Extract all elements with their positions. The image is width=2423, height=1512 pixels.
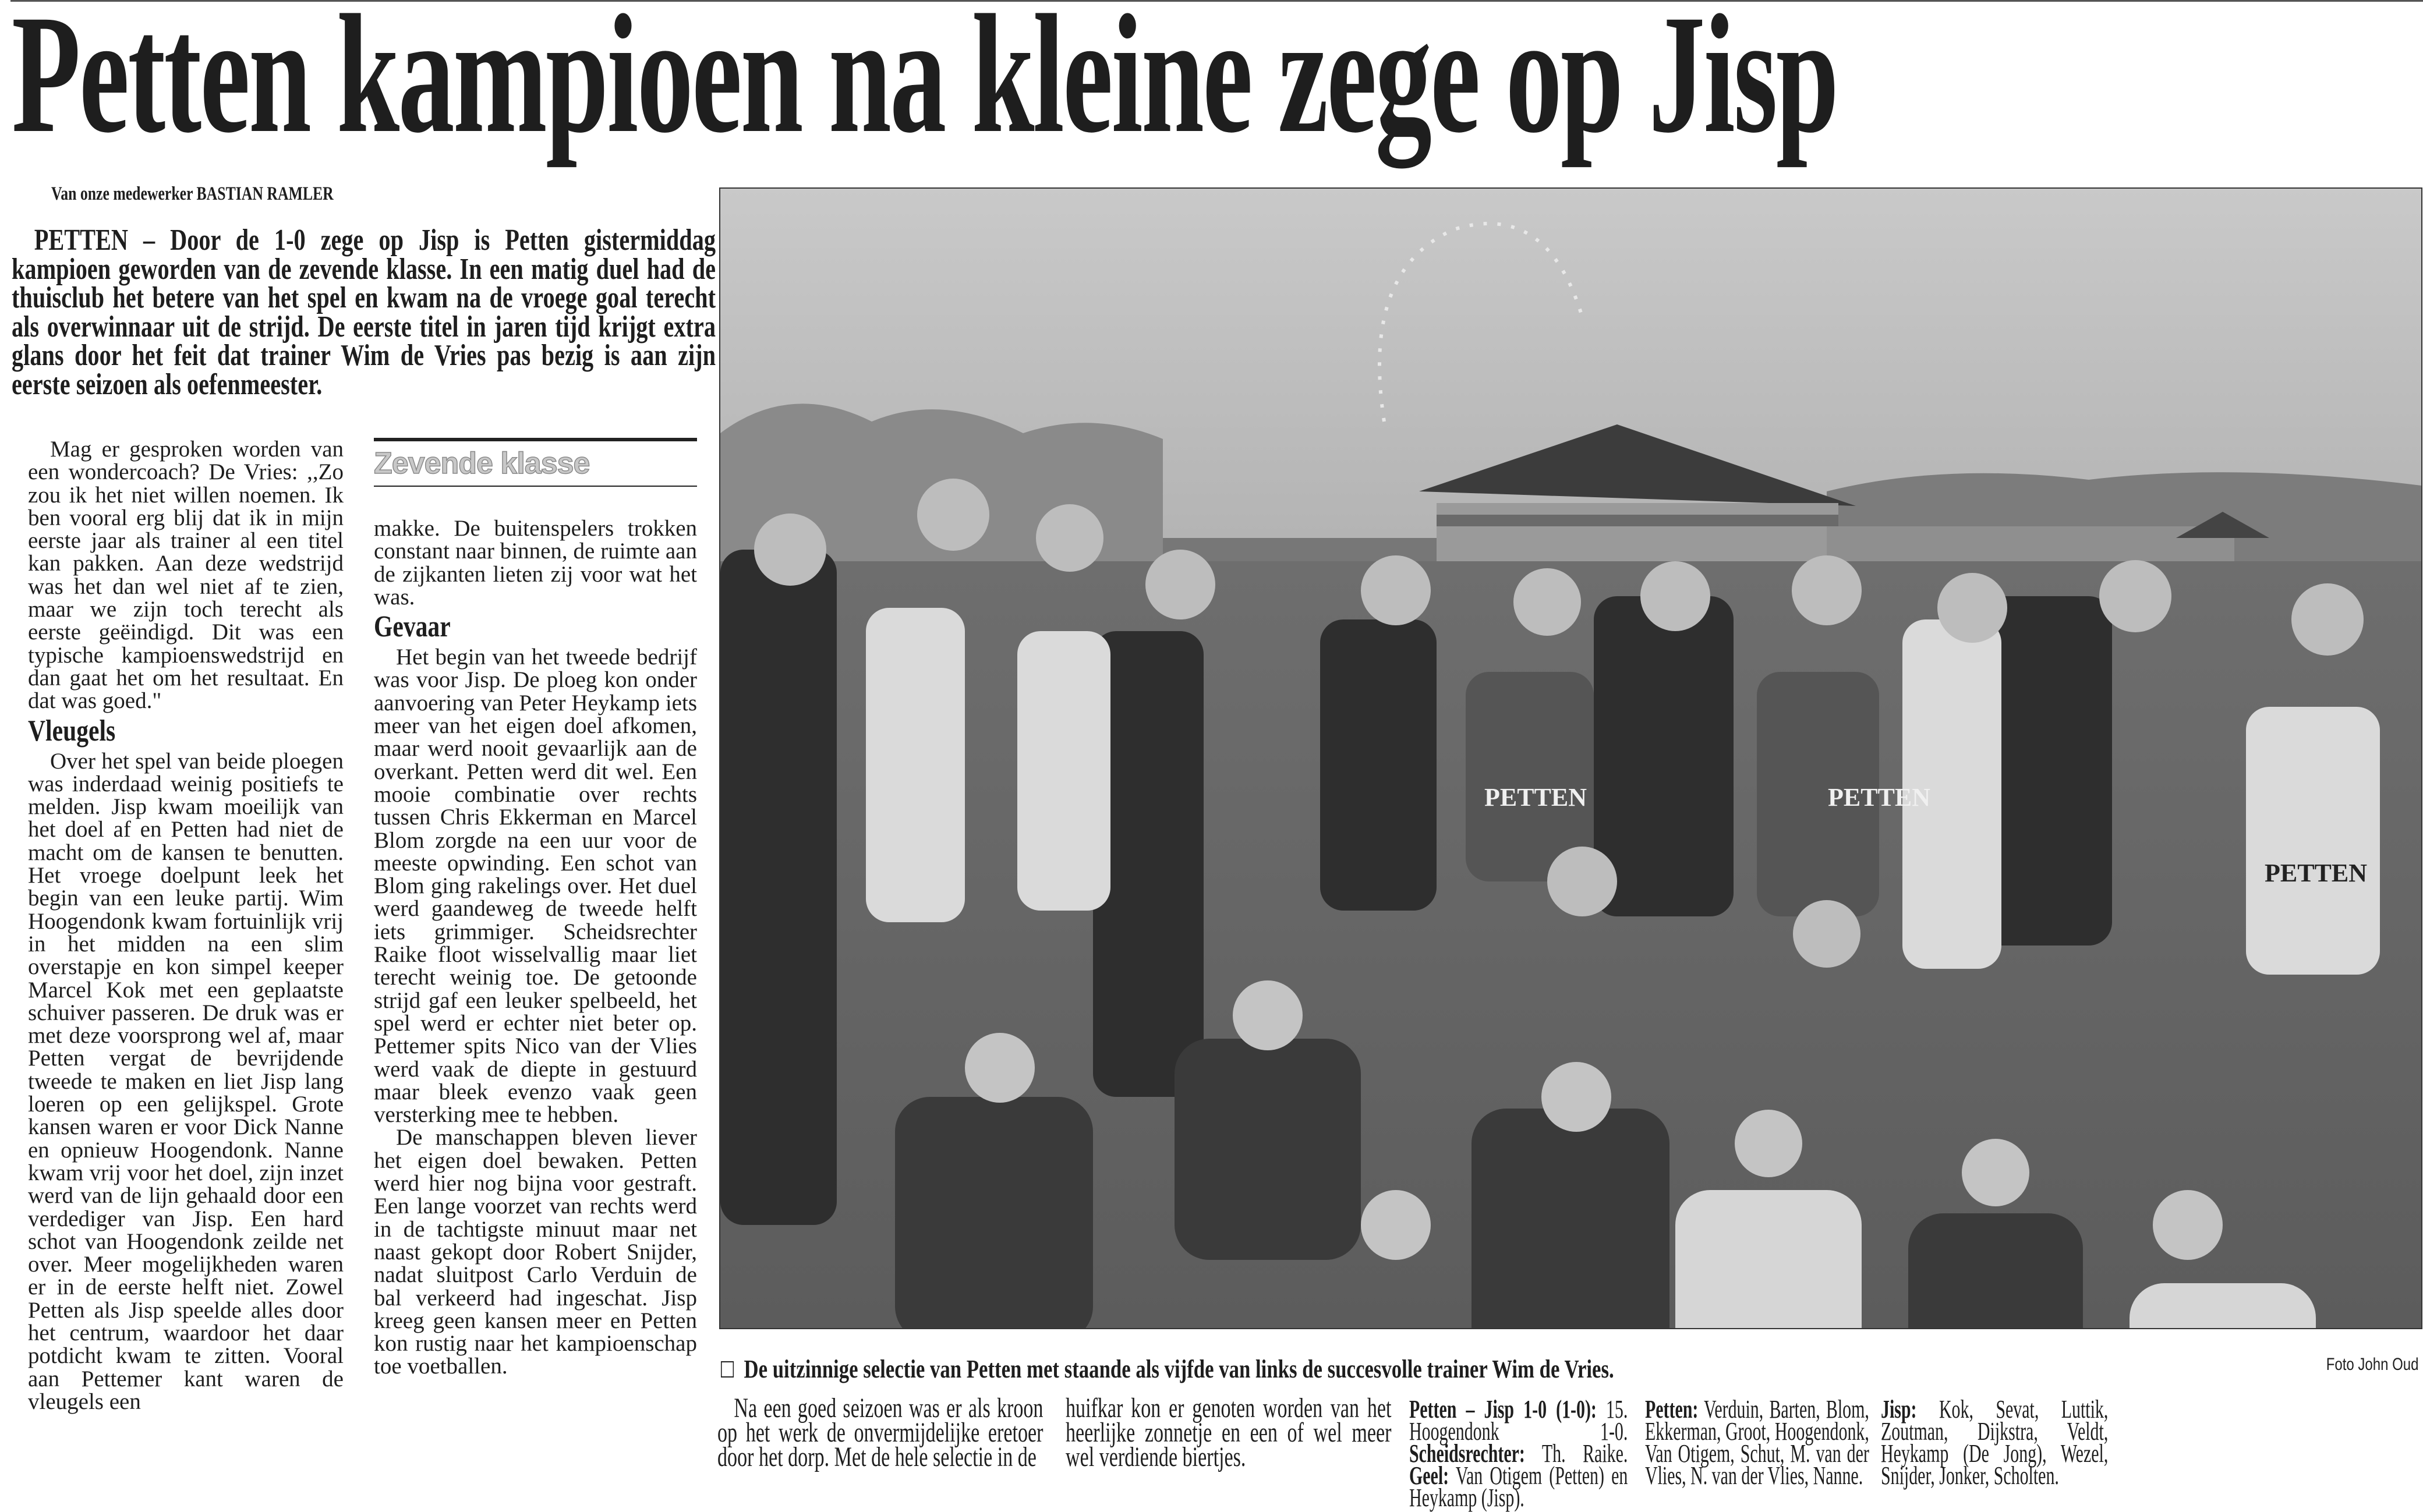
- paragraph: makke. De buitenspelers trokken constant naar binnen, de ruimte aan de zijkanten lieten zij voor wat het was.: [374, 516, 697, 610]
- paragraph: Na een goed seizoen was er als kroon op het werk de onvermijdelijke eretoer door het dorp. Met de hele selectie in de: [717, 1393, 1044, 1472]
- section-label: Zevende klasse: [374, 447, 590, 480]
- lede-paragraph: [12, 226, 716, 399]
- paragraph: Mag er gesproken worden van een wondercoach? De Vries: ,,Zo zou ik het niet willen noemen. Ik ben vooral erg blij dat ik in mijn eerste jaar als trainer al een titel kan pakken. Aan deze wedstrijd was het dan wel niet af te zien, maar we zijn toch terecht als eerste geëindigd. Dit was een typische kampioenswedstrijd en dan gaat het om het resultaat. En dat was goed.": [28, 437, 344, 714]
- result-label: Petten – Jisp 1-0 (1-0):: [1409, 1395, 1597, 1424]
- byline: Van onze medewerker BASTIAN RAMLER: [51, 183, 334, 204]
- paragraph: Het begin van het tweede bedrijf was voor Jisp. De ploeg kon onder aanvoering van Peter Heykamp iets meer van het eigen doel afkomen, maar werd nooit gevaarlijk aan de overkant. Petten werd dit wel. Een mooie combinatie over rechts tussen Chris Ekkerman en Marcel Blom zorgde na een uur voor de meeste opwinding. Een schot van Blom ging rakelings over. Het duel werd gaandeweg de tweede helft iets grimmiger. Scheidsrechter Raike floot wisselvallig maar liet terecht weinig toe. De getoonde strijd gaf een leuker spelbeeld, het spel werd er echter niet beter op. Pettemer spits Nico van der Vlies werd vaak de diepte in gestuurd maar bleek evenzo vaak geen versterking mee te hebben.: [374, 645, 697, 1128]
- jisp-lineup: [1881, 1395, 2109, 1490]
- paragraph: huifkar kon er genoten worden van het heerlijke zonnetje en een of wel meer wel verdiende biertjes.: [1066, 1393, 1392, 1472]
- jersey-text: PETTEN: [1827, 783, 1931, 812]
- match-result-box: [1409, 1395, 1628, 1512]
- photo-credit: Foto John Oud: [2326, 1355, 2418, 1374]
- team-photo: [719, 187, 2422, 1329]
- section-label-box: [374, 438, 697, 487]
- team-photo-illustration: [720, 189, 2421, 1328]
- result-text: 15. Hoogendonk 1-0.: [1409, 1395, 1628, 1446]
- caption-text: De uitzinnige selectie van Petten met staande als vijfde van links de succesvolle trainer Wim de Vries.: [744, 1355, 1614, 1383]
- article-column-1: [28, 438, 344, 1413]
- paragraph: De manschappen bleven liever het eigen doel bewaken. Petten werd hier nog bijna voor gestraft. Een lange voorzet van rechts werd in de tachtigste minuut maar net naast gekopt door Robert Snijder, nadat sluitpost Carlo Verduin de bal verkeerd had ingeschat. Jisp kreeg geen kansen meer en Petten kon rustig naar het kampioenschap toe voetballen.: [374, 1125, 697, 1379]
- petten-label: Petten:: [1645, 1395, 1699, 1424]
- subheading: Gevaar: [374, 610, 451, 644]
- subheading: Vleugels: [28, 714, 116, 748]
- lede-text: PETTEN – Door de 1-0 zege op Jisp is Petten gistermiddag kampioen geworden van de zevende klasse. In een matig duel had de thuisclub het betere van het spel en kwam na de vroege goal terecht als overwinnaar uit de strijd. De eerste titel in jaren tijd krijgt extra glans door het feit dat trainer Wim de Vries pas bezig is aan zijn eerste seizoen als oefenmeester.: [12, 224, 716, 401]
- closing-column-1: [717, 1393, 1044, 1472]
- referee-label: Scheidsrechter:: [1409, 1439, 1525, 1468]
- referee-text: Th. Raike.: [1541, 1439, 1628, 1468]
- jersey-text: PETTEN: [1484, 783, 1587, 812]
- photo-caption: [721, 1354, 1614, 1384]
- yellow-card-label: Geel:: [1409, 1461, 1449, 1490]
- yellow-card-text: Van Otigem (Petten) en Heykamp (Jisp).: [1409, 1461, 1628, 1512]
- closing-column-2: [1066, 1393, 1392, 1472]
- petten-players: Verduin, Barten, Blom, Ekkerman, Groot, Hoogendonk, Van Otigem, Schut, M. van der Vlies, N. van der Vlies, Nanne.: [1645, 1395, 1869, 1490]
- headline: Petten kampioen na kleine zege op Jisp: [12, 0, 1838, 168]
- article-column-2: [374, 438, 697, 1378]
- jisp-label: Jisp:: [1881, 1395, 1917, 1424]
- paragraph: Over het spel van beide ploegen was inderdaad weinig positiefs te melden. Jisp kwam moeilijk van het doel af en Petten had niet de macht om de kansen te benutten. Het vroege doelpunt leek het begin van een leuke partij. Wim Hoogendonk kwam fortuinlijk vrij in het midden na een slim overstapje en kon simpel keeper Marcel Kok met een geplaatste schuiver passeren. De druk was er met deze voorsprong wel af, maar Petten vergat de bevrijdende tweede te maken en liet Jisp lang loeren op een gelijkspel. Grote kansen waren er voor Dick Nanne en opnieuw Hoogendonk. Nanne kwam vrij voor het doel, zijn inzet werd van de lijn gehaald door een verdediger van Jisp. Een hard schot van Hoogendonk zeilde net over. Meer mogelijkheden waren er in de eerste helft niet. Zowel Petten als Jisp speelde alles door het centrum, waardoor het daar potdicht kwam te zitten. Vooral aan Pettemer kant waren de vleugels een: [28, 748, 344, 1414]
- jersey-text: PETTEN: [2264, 859, 2368, 887]
- petten-lineup: [1645, 1395, 1869, 1490]
- caption-square-icon: [721, 1361, 734, 1378]
- jisp-players: Kok, Sevat, Luttik, Zoutman, Dijkstra, Veldt, Heykamp (De Jong), Wezel, Snijder, Jonker, Scholten.: [1881, 1395, 2109, 1490]
